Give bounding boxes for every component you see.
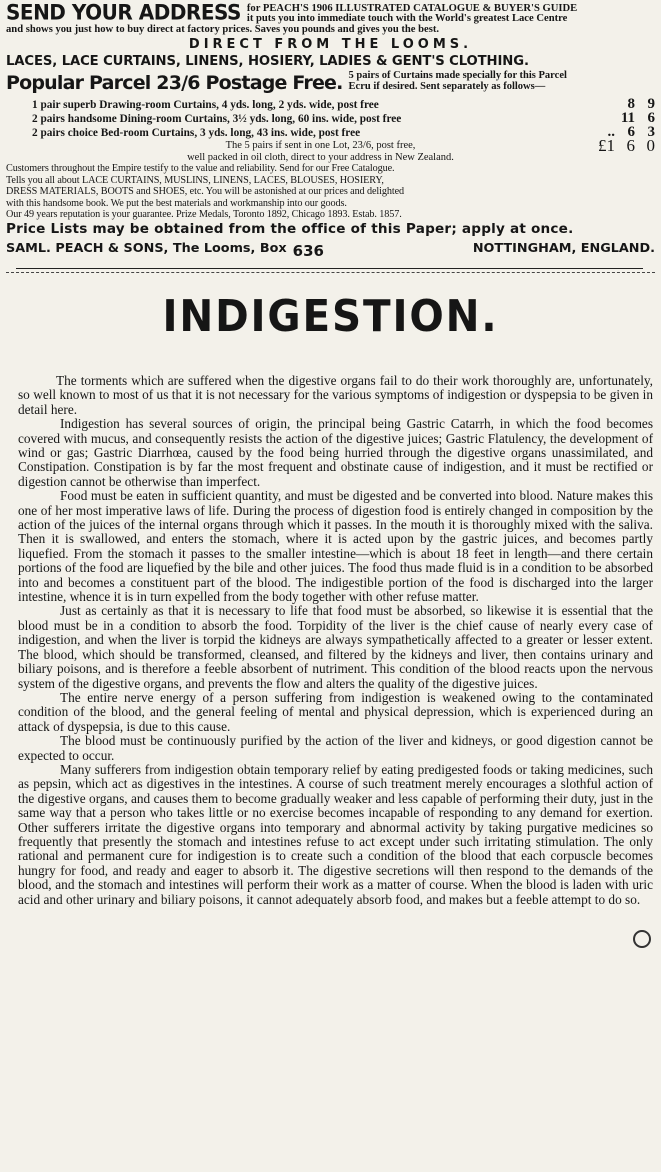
price-lists-line: Price Lists may be obtained from the office of this Paper; apply at once. — [6, 220, 574, 237]
direct-from-looms: DIRECT FROM THE LOOMS. — [188, 37, 473, 52]
article-title: INDIGESTION. — [162, 290, 499, 342]
parcel-row — [6, 70, 655, 98]
popular-parcel-headline: Popular Parcel 23/6 Postage Free. — [6, 72, 343, 94]
article-paragraph: The entire nerve energy of a person suffering from indigestion is weakened owing to the contaminated condition of the blood, and the general feeling of mental and physical depression, which is experienced during an attack of dyspepsia, is due to this cause. — [18, 689, 653, 734]
curtain-item-text: 2 pairs choice Bed-room Curtains, 3 yds. long, 43 ins. wide, post free — [32, 127, 361, 139]
curtain-item-text: 2 pairs handsome Dining-room Curtains, 3½ yds. long, 60 ins. wide, post free — [32, 113, 402, 125]
peach-sons-address: SAML. PEACH & SONS, The Looms, Box — [6, 240, 287, 256]
price-shillings: 6 — [626, 136, 635, 155]
five-pairs-line-2: well packed in oil cloth, direct to your address in New Zealand. — [187, 151, 454, 163]
box-number: 636 — [292, 241, 324, 260]
curtain-item-text: 1 pair superb Drawing-room Curtains, 4 yds. long, 2 yds. wide, post free — [32, 99, 379, 111]
curtain-item — [6, 112, 655, 126]
curtain-item — [6, 98, 655, 112]
total-price — [595, 136, 655, 163]
catalogue-note-line-1: for PEACH'S 1906 ILLUSTRATED CATALOGUE & BUYER'S GUIDE — [246, 3, 578, 14]
article-paragraph: Indigestion has several sources of origin, the principal being Gastric Catarrh, in which the food becomes covered with mucus, and consequently resists the action of the digestive juices; Gastric Flatulency, the development of wind or gas; Gastric Diarrhœa, caused by the food being hurried through the digestive organs unassimilated, and Constipation. Constipation is by far the most frequent and obstinate cause of indigestion, and it must be rectified or digestion cannot be otherwise than imperfect. — [18, 416, 653, 489]
customers-line-5: Our 49 years reputation is your guarantee. Prize Medals, Toronto 1892, Chicago 1893. Estab. 1857. — [6, 209, 402, 220]
article-paragraph: Many sufferers from indigestion obtain temporary relief by eating predigested foods or taking medicines, such as pepsin, which act as digestives in the intestines. A course of such treatment merely encourages a slothful action of the digestive organs, and causes them to become gradually weaker and less capable of performing their duty, just in the same way that a person who takes little or no exercise becomes incapable of responding to any demand for exertion. Other sufferers irritate the digestive organs into temporary and abnormal activity by taking purgative medicines so frequently that presently the stomach and intestines refuse to act except under such irritating stimulation. The only rational and permanent cure for indigestion is to create such a condition of the blood that each corpuscle becomes hungry for food, and ready and eager to absorb it. The digestive secretions will then respond to the demands of the blood, and the stomach and intestines will perform their work as a matter of course. When the blood is laden with uric acid and other urinary and biliary poisons, it cannot adequately absorb food, and makes but a feeble attempt to do so. — [18, 761, 653, 907]
customers-line-4: with this handsome book. We put the best materials and workmanship into our goods. — [6, 197, 347, 209]
parcel-note — [349, 70, 567, 92]
price-pence: 6 — [627, 124, 635, 140]
price-pounds: £1 — [598, 136, 615, 155]
ad-headline-row — [6, 2, 655, 24]
price-shillings: 11 — [620, 110, 635, 126]
peach-address-row — [6, 238, 655, 258]
price-shillings: .. — [607, 124, 615, 140]
ad-divider — [16, 268, 643, 269]
customers-line-3: DRESS MATERIALS, BOOTS and SHOES, etc. You will be astonished at our prices and delighted — [6, 186, 405, 197]
article-paragraph: The torments which are suffered when the digestive organs fail to do their work thoroughly are, unfortunately, so well known to most of us that it is not necessary for the various symptoms of indigestion or dyspepsia to be given in detail here. — [18, 372, 653, 417]
product-list-line: LACES, LACE CURTAINS, LINENS, HOSIERY, LADIES & GENT'S CLOTHING. — [6, 54, 529, 69]
price-pence: 6 — [647, 110, 655, 126]
five-pairs-text — [6, 140, 595, 163]
price-pence: 9 — [647, 96, 655, 112]
article-body — [6, 374, 655, 907]
price-pence-extra: 3 — [647, 124, 655, 140]
send-address-headline: SEND YOUR ADDRESS — [6, 0, 241, 25]
peach-advertisement — [6, 0, 655, 258]
parcel-note-line-1: 5 pairs of Curtains made specially for this Parcel — [348, 70, 567, 81]
city-line: NOTTINGHAM, ENGLAND. — [472, 240, 655, 256]
price-pence: 0 — [646, 136, 655, 155]
article-paragraph: Just as certainly as that it is necessary to life that food must be absorbed, so likewise it is essential that the blood must be in a condition to absorb the food. Torpidity of the liver is the chief cause of nearly every case of indigestion, and when the liver is torpid the kidneys are always sympathetically affected to a greater or lesser extent. The blood, which should be transformed, cleansed, and filtered by the kidneys and liver, then contains urinary and biliary poisons, and is therefore a feeble absorbent of nutriment. This condition of the blood reacts upon the nervous system of the digestive organs, and prevents the flow and alters the quality of the digestive juices. — [18, 603, 653, 691]
price-shillings: 8 — [627, 96, 635, 112]
five-pairs-offer — [6, 136, 655, 163]
parcel-note-line-2: Ecru if desired. Sent separately as follows— — [348, 81, 546, 92]
catalogue-note-line-2: it puts you into immediate touch with the World's greatest Lace Centre — [246, 13, 568, 24]
curtain-item — [6, 126, 655, 140]
article-paragraph: The blood must be continuously purified by the action of the liver and kidneys, or good digestion cannot be expected to occur. — [18, 733, 653, 763]
ink-blot-mark — [633, 930, 651, 948]
ad-divider-dashed — [6, 272, 655, 273]
customers-line-1: Customers throughout the Empire testify to the value and reliability. Send for our Free Catalogue. — [6, 163, 395, 174]
five-pairs-line-1: The 5 pairs if sent in one Lot, 23/6, post free, — [225, 140, 416, 151]
article-paragraph: Food must be eaten in sufficient quantity, and must be digested and be converted into blood. Nature makes this one of her most imperative laws of life. During the process of digestion food is entirely changed in composition by the action of the juices of the internal organs through which it passes. In the mouth it is thoroughly mixed with the saliva. Then it is swallowed, and enters the stomach, where it is acted upon by the gastric juices, and becomes partly liquefied. From the stomach it passes to the smaller intestine—which is about 18 feet in length—and there certain portions of the food are liquefied by the bile and other juices. The food thus made fluid is in a condition to be absorbed into and becomes a constituent part of the blood. The indigestible portion of the food is discharged into the larger intestine, whence it is in turn expelled from the body together with other refuse matter. — [18, 488, 653, 605]
catalogue-note — [247, 4, 577, 24]
customers-line-2: Tells you all about LACE CURTAINS, MUSLINS, LINENS, LACES, BLOUSES, HOSIERY, — [6, 174, 384, 186]
factory-prices-line: and shows you just how to buy direct at factory prices. Saves you pounds and gives you the best. — [6, 24, 440, 35]
curtain-item-price — [595, 112, 655, 125]
